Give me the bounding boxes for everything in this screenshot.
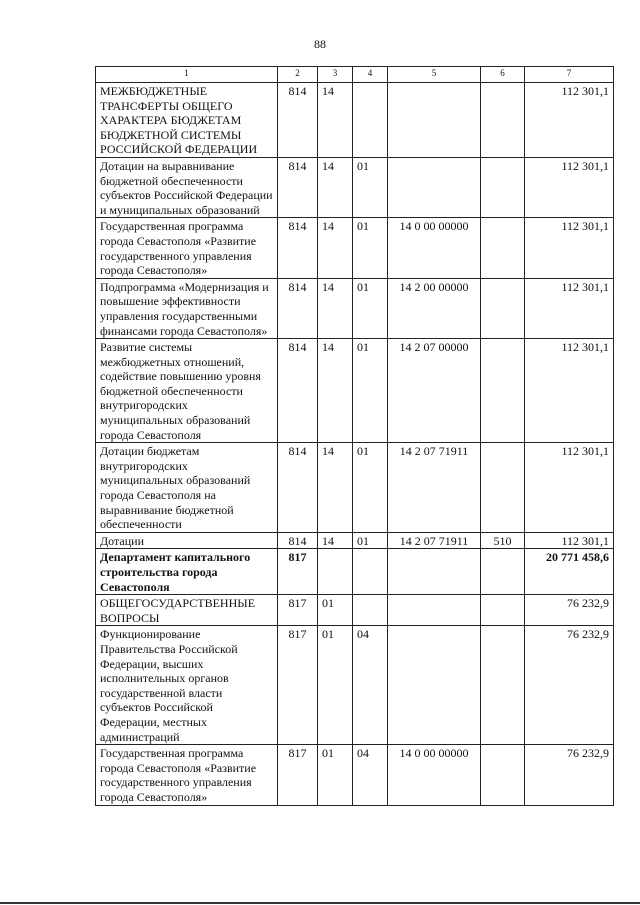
row-admin-code-cell: 814 <box>278 83 318 158</box>
table-row <box>96 443 614 533</box>
budget-table <box>95 66 614 806</box>
row-amount-cell: 112 301,1 <box>525 157 614 217</box>
row-section-cell: 14 <box>318 278 353 338</box>
row-name-cell: МЕЖБЮДЖЕТНЫЕ ТРАНСФЕРТЫ ОБЩЕГО ХАРАКТЕРА БЮДЖЕТАМ БЮДЖЕТНОЙ СИСТЕМЫ РОССИЙСКОЙ ФЕДЕРАЦИИ <box>96 83 278 158</box>
row-subsection-cell: 01 <box>353 278 388 338</box>
row-admin-code-cell: 814 <box>278 278 318 338</box>
row-expense-type-cell <box>481 339 525 443</box>
row-amount-cell: 76 232,9 <box>525 626 614 745</box>
column-header-4: 4 <box>353 67 388 83</box>
row-amount-cell: 112 301,1 <box>525 218 614 278</box>
table-row <box>96 339 614 443</box>
row-name-cell: Дотации бюджетам внутригородских муниципальных образований города Севастополя на выравнивание бюджетной обеспеченности <box>96 443 278 533</box>
row-name-cell: Подпрограмма «Модернизация и повышение эффективности управления государственными финансами города Севастополя» <box>96 278 278 338</box>
row-target-article-cell: 14 2 00 00000 <box>388 278 481 338</box>
row-target-article-cell <box>388 626 481 745</box>
column-header-3: 3 <box>318 67 353 83</box>
row-name-cell: Дотации <box>96 532 278 549</box>
row-name-cell: Дотации на выравнивание бюджетной обеспеченности субъектов Российской Федерации и муниципальных образований <box>96 157 278 217</box>
column-header-5: 5 <box>388 67 481 83</box>
row-section-cell: 14 <box>318 339 353 443</box>
row-admin-code-cell: 814 <box>278 339 318 443</box>
row-section-cell: 14 <box>318 443 353 533</box>
row-expense-type-cell <box>481 443 525 533</box>
page-number: 88 <box>314 37 326 51</box>
column-header-1: 1 <box>96 67 278 83</box>
row-amount-cell: 76 232,9 <box>525 595 614 626</box>
column-header-7: 7 <box>525 67 614 83</box>
row-expense-type-cell <box>481 549 525 595</box>
row-amount-cell: 112 301,1 <box>525 532 614 549</box>
table-row <box>96 626 614 745</box>
row-admin-code-cell: 814 <box>278 443 318 533</box>
row-name-cell: Государственная программа города Севастополя «Развитие государственного управления города Севастополя» <box>96 745 278 805</box>
row-expense-type-cell <box>481 218 525 278</box>
column-header-2: 2 <box>278 67 318 83</box>
header-row <box>96 67 614 83</box>
row-section-cell: 14 <box>318 532 353 549</box>
row-admin-code-cell: 814 <box>278 157 318 217</box>
row-target-article-cell: 14 2 07 71911 <box>388 443 481 533</box>
row-expense-type-cell <box>481 157 525 217</box>
row-section-cell <box>318 549 353 595</box>
row-subsection-cell <box>353 549 388 595</box>
row-admin-code-cell: 814 <box>278 218 318 278</box>
table-row <box>96 532 614 549</box>
row-admin-code-cell: 817 <box>278 595 318 626</box>
row-amount-cell: 20 771 458,6 <box>525 549 614 595</box>
row-name-cell: ОБЩЕГОСУДАРСТВЕННЫЕ ВОПРОСЫ <box>96 595 278 626</box>
row-section-cell: 14 <box>318 83 353 158</box>
table-row <box>96 83 614 158</box>
row-admin-code-cell: 817 <box>278 745 318 805</box>
row-subsection-cell <box>353 83 388 158</box>
row-expense-type-cell <box>481 83 525 158</box>
row-expense-type-cell <box>481 278 525 338</box>
row-amount-cell: 112 301,1 <box>525 83 614 158</box>
table-row <box>96 157 614 217</box>
row-target-article-cell <box>388 595 481 626</box>
row-amount-cell: 112 301,1 <box>525 278 614 338</box>
row-target-article-cell: 14 0 00 00000 <box>388 745 481 805</box>
row-admin-code-cell: 814 <box>278 532 318 549</box>
row-admin-code-cell: 817 <box>278 549 318 595</box>
row-target-article-cell: 14 2 07 00000 <box>388 339 481 443</box>
row-section-cell: 14 <box>318 157 353 217</box>
row-name-cell: Развитие системы межбюджетных отношений, содействие повышению уровня бюджетной обеспеченности внутригородских муниципальных образований города Севастополя <box>96 339 278 443</box>
row-section-cell: 01 <box>318 595 353 626</box>
row-section-cell: 14 <box>318 218 353 278</box>
row-expense-type-cell <box>481 595 525 626</box>
table-row <box>96 218 614 278</box>
row-expense-type-cell <box>481 745 525 805</box>
row-subsection-cell: 01 <box>353 218 388 278</box>
row-expense-type-cell: 510 <box>481 532 525 549</box>
row-target-article-cell <box>388 157 481 217</box>
row-target-article-cell <box>388 549 481 595</box>
row-amount-cell: 76 232,9 <box>525 745 614 805</box>
row-subsection-cell <box>353 595 388 626</box>
table-row <box>96 595 614 626</box>
row-subsection-cell: 04 <box>353 745 388 805</box>
row-subsection-cell: 04 <box>353 626 388 745</box>
row-target-article-cell: 14 0 00 00000 <box>388 218 481 278</box>
row-amount-cell: 112 301,1 <box>525 339 614 443</box>
row-expense-type-cell <box>481 626 525 745</box>
table-row <box>96 549 614 595</box>
row-admin-code-cell: 817 <box>278 626 318 745</box>
row-amount-cell: 112 301,1 <box>525 443 614 533</box>
row-name-cell: Функционирование Правительства Российской Федерации, высших исполнительных органов государственной власти субъектов Российской Федерации, местных администраций <box>96 626 278 745</box>
row-subsection-cell: 01 <box>353 157 388 217</box>
table-row <box>96 278 614 338</box>
row-subsection-cell: 01 <box>353 532 388 549</box>
row-section-cell: 01 <box>318 745 353 805</box>
row-name-cell: Департамент капитального строительства города Севастополя <box>96 549 278 595</box>
table-row <box>96 745 614 805</box>
row-name-cell: Государственная программа города Севастополя «Развитие государственного управления города Севастополя» <box>96 218 278 278</box>
row-subsection-cell: 01 <box>353 443 388 533</box>
page-bottom-rule <box>0 902 640 904</box>
row-section-cell: 01 <box>318 626 353 745</box>
row-subsection-cell: 01 <box>353 339 388 443</box>
column-header-6: 6 <box>481 67 525 83</box>
row-target-article-cell: 14 2 07 71911 <box>388 532 481 549</box>
row-target-article-cell <box>388 83 481 158</box>
